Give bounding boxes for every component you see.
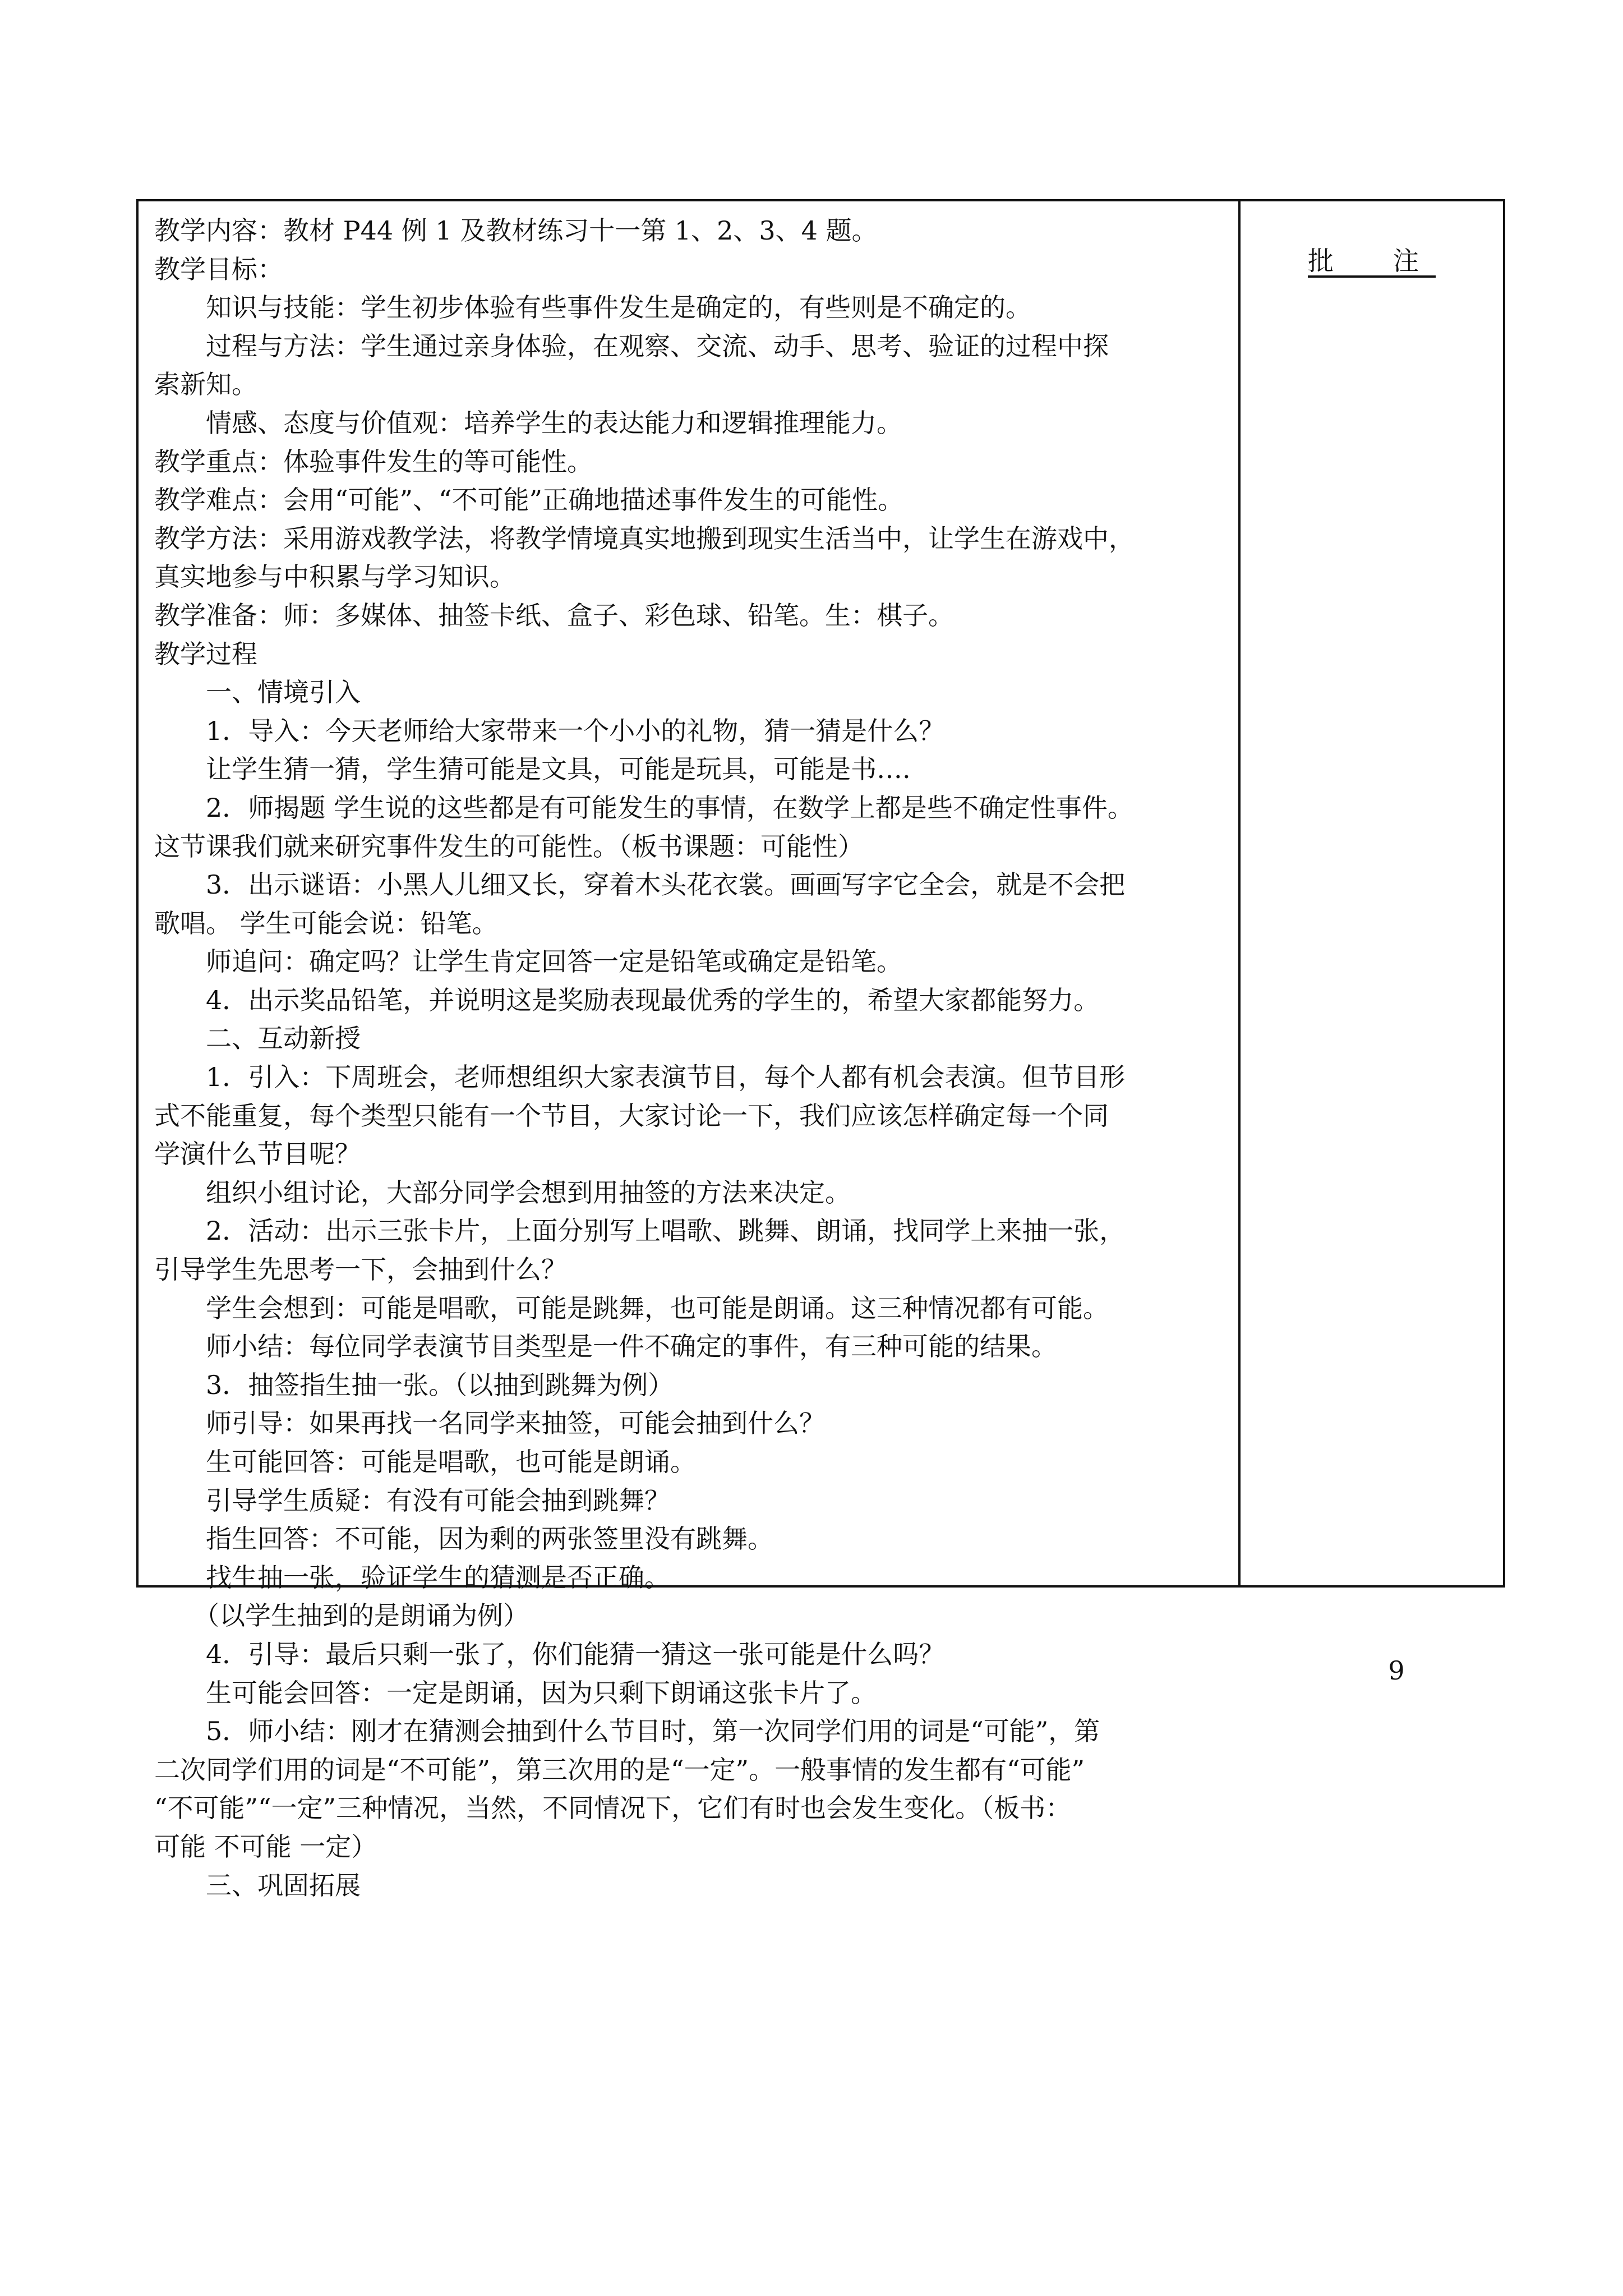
text-line: 情感、态度与价值观：培养学生的表达能力和逻辑推理能力。 (206, 407, 902, 438)
page-number: 9 (1388, 1655, 1405, 1686)
text-line: 真实地参与中积累与学习知识。 (154, 562, 515, 592)
text-line: 师追问：确定吗？让学生肯定回答一定是铅笔或确定是铅笔。 (206, 946, 902, 977)
lesson-text (154, 211, 1227, 1904)
text-line: 教学重点：体验事件发生的等可能性。 (154, 446, 593, 477)
text-line: 教学准备：师：多媒体、抽签卡纸、盒子、彩色球、铅笔。生：棋子。 (154, 600, 954, 631)
text-line: 找生抽一张，验证学生的猜测是否正确。 (206, 1562, 670, 1593)
text-line: 教学方法：采用游戏教学法，将教学情境真实地搬到现实生活当中，让学生在游戏中， (154, 523, 1135, 554)
text-line: 引导学生质疑：有没有可能会抽到跳舞？ (206, 1485, 670, 1516)
text-line: 教学内容：教材 P44 例 1 及教材练习十一第 1、2、3、4 题。 (154, 215, 878, 246)
text-line: 指生回答：不可能，因为剩的两张签里没有跳舞。 (206, 1524, 773, 1554)
text-line: 索新知。 (154, 369, 257, 400)
lesson-content-cell (139, 201, 1241, 1901)
annotation-heading: 批 注 (1308, 246, 1436, 276)
text-line: 三、巩固拓展 (206, 1870, 361, 1901)
text-line: 知识与技能：学生初步体验有些事件发生是确定的，有些则是不确定的。 (206, 292, 1031, 323)
text-line: 4．引导：最后只剩一张了，你们能猜一猜这一张可能是什么吗？ (206, 1639, 945, 1669)
text-line: 让学生猜一猜，学生猜可能是文具，可能是玩具，可能是书…. (206, 754, 911, 785)
text-line: 式不能重复，每个类型只能有一个节目，大家讨论一下，我们应该怎样确定每一个同 (154, 1100, 1109, 1131)
text-line: 这节课我们就来研究事件发生的可能性。（板书课题：可能性） (154, 831, 864, 862)
text-line: 过程与方法：学生通过亲身体验，在观察、交流、动手、思考、验证的过程中探 (206, 330, 1109, 361)
text-line: 教学过程 (154, 638, 257, 669)
text-line: 学生会想到：可能是唱歌，可能是跳舞，也可能是朗诵。这三种情况都有可能。 (206, 1292, 1109, 1323)
text-line: 可能 不可能 一定） (154, 1831, 377, 1862)
text-line: 教学目标： (154, 254, 283, 284)
text-line: 二、互动新授 (206, 1023, 361, 1054)
text-line: 引导学生先思考一下，会抽到什么？ (154, 1254, 567, 1285)
annotation-cell (1241, 201, 1503, 1585)
text-line: 3．抽签指生抽一张。（以抽到跳舞为例） (206, 1369, 674, 1400)
text-line: 师小结：每位同学表演节目类型是一件不确定的事件，有三种可能的结果。 (206, 1331, 1057, 1362)
text-line: 生可能回答：可能是唱歌，也可能是朗诵。 (206, 1447, 696, 1477)
text-line: 2．师揭题 学生说的这些都是有可能发生的事情，在数学上都是些不确定性事件。 (206, 792, 1133, 823)
text-line: 组织小组讨论，大部分同学会想到用抽签的方法来决定。 (206, 1177, 851, 1208)
text-line: 2．活动：出示三张卡片，上面分别写上唱歌、跳舞、朗诵，找同学上来抽一张， (206, 1216, 1126, 1246)
text-line: 1．导入：今天老师给大家带来一个小小的礼物，猜一猜是什么？ (206, 715, 945, 746)
text-line: 一、情境引入 (206, 677, 361, 708)
text-line: 5．师小结：刚才在猜测会抽到什么节目时，第一次同学们用的词是“可能”，第 (206, 1716, 1100, 1747)
text-line: 学演什么节目呢？ (154, 1139, 361, 1170)
text-line: 师引导：如果再找一名同学来抽签，可能会抽到什么？ (206, 1408, 825, 1439)
text-line: 二次同学们用的词是“不可能”，第三次用的是“一定”。一般事情的发生都有“可能” (154, 1754, 1085, 1785)
text-line: 生可能会回答：一定是朗诵，因为只剩下朗诵这张卡片了。 (206, 1677, 877, 1708)
text-line: 歌唱。 学生可能会说：铅笔。 (154, 908, 498, 938)
text-line: 教学难点：会用“可能”、“不可能”正确地描述事件发生的可能性。 (154, 485, 904, 516)
lesson-plan-table (136, 199, 1505, 1901)
text-line: 4．出示奖品铅笔，并说明这是奖励表现最优秀的学生的，希望大家都能努力。 (206, 984, 1100, 1015)
text-line: 3．出示谜语：小黑人儿细又长，穿着木头花衣裳。画画写字它全会，就是不会把 (206, 869, 1126, 900)
text-line: “不可能”“一定”三种情况，当然，不同情况下，它们有时也会发生变化。（板书： (154, 1793, 1072, 1824)
text-line: （以学生抽到的是朗诵为例） (193, 1600, 529, 1631)
text-line: 1．引入：下周班会，老师想组织大家表演节目，每个人都有机会表演。但节目形 (206, 1062, 1126, 1093)
